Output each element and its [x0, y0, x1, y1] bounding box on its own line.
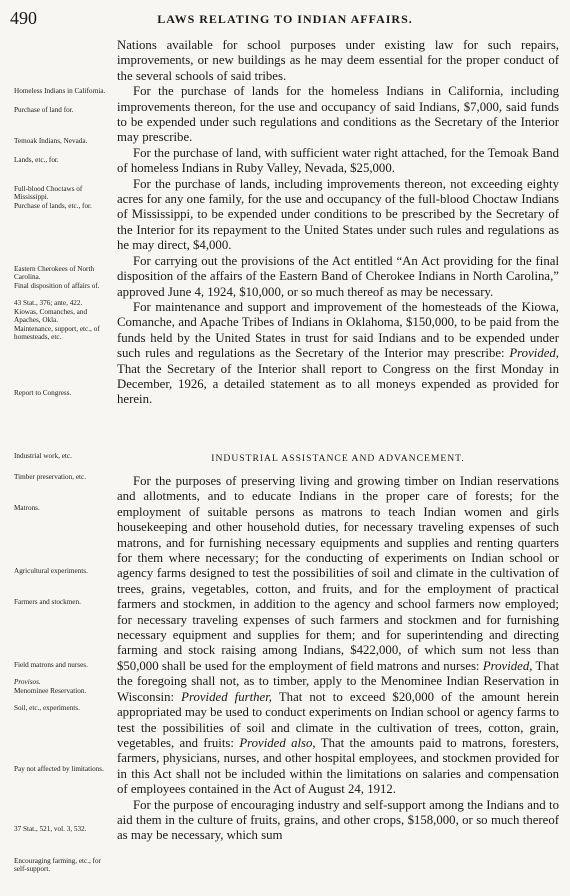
p6-text-a: For maintenance and support and improvement of the homesteads of the Kiowa, Comanche, and Apache Tribes of Indians in Oklahoma, $150,000, to be paid from the funds held by the United States in trust for said Indians and to be expended under such rules and regulations as the Secretary of the Interior may prescribe: — [117, 299, 559, 361]
p7-text-a: For the purposes of preserving living and growing timber on Indian reservations and allotments, and to educate Indians in the proper care of forests; for the employment of suitable persons as matrons to teach Indian women and girls housekeeping and other household duties, for necessary traveling expenses of such matrons, and for furnishing necessary equipments and supplies and renting quarters for them where necessary; for the conducting of experiments on Indian school or agency farms designed to test the possibilities of soil and climate in the cultivation of trees, grains, vegetables, cotton, and fruits, and for the employment of practical farmers and stockmen, in addition to the agency and school farmers now employed; for necessary traveling expenses of such farmers and stockmen and for furnishing necessary equipment and supplies for them; and for superintending and directing farming and stock raising among Indians, $422,000, of which sum not less than $50,000 shall be used for the employment of field matrons and nurses: — [117, 474, 559, 673]
paragraph-2: For the purchase of lands for the homeless Indians in California, including improvements thereon, for the use and occupancy of said Indians, $7,000, said funds to be expended under such regulations and conditions as the Secretary of the Interior may prescribe. — [117, 84, 559, 145]
section-heading: INDUSTRIAL ASSISTANCE AND ADVANCEMENT. — [211, 453, 465, 464]
paragraph-5: For carrying out the provisions of the Act entitled “An Act providing for the final disposition of the affairs of the Eastern Band of Cherokee Indians in North Carolina,” approved June 4, 1924, $10,000, or so much thereof as may be necessary. — [117, 253, 559, 299]
margin-note: Farmers and stockmen. — [14, 598, 81, 606]
margin-note: Purchase of land for. — [14, 106, 74, 114]
margin-note: Final disposition of affairs of. — [14, 282, 100, 290]
margin-note: Encouraging farming, etc., for self-support. — [14, 857, 102, 873]
margin-note: Industrial work, etc. — [14, 452, 72, 460]
margin-note: Report to Congress. — [14, 389, 72, 397]
margin-note: Homeless Indians in California. — [14, 87, 106, 95]
body-block-2 — [117, 474, 559, 844]
margin-note: Soil, etc., experiments. — [14, 704, 80, 712]
p7-text-c: That not to exceed $20,000 of the amount herein appropriated may be used to conduct experiments on Indian school or agency farms to test the possibilities of soil and climate in the cultivation of trees, cotton, grain, vegetables, and fruits: — [117, 689, 559, 750]
margin-note: 43 Stat., 376; ante, 422. — [14, 299, 83, 307]
paragraph-7 — [117, 474, 559, 798]
page-number: 490 — [10, 8, 37, 28]
p7-text-d: That the amounts paid to matrons, foresters, farmers, physicians, nurses, and other hospital employees, and stockmen provided for in this Act shall not be included within the limitations on salaries and compensation of employees contained in the Act of August 24, 1912. — [117, 735, 559, 797]
margin-note: Matrons. — [14, 504, 40, 512]
body-block-1 — [117, 38, 559, 408]
paragraph-6 — [117, 300, 559, 408]
margin-note: Menominee Reservation. — [14, 687, 87, 695]
running-title: LAWS RELATING TO INDIAN AFFAIRS. — [157, 12, 413, 26]
margin-note: Purchase of lands, etc., for. — [14, 202, 92, 210]
paragraph-3: For the purchase of land, with sufficient water right attached, for the Temoak Band of homeless Indians in Ruby Valley, Nevada, $25,000. — [117, 145, 559, 176]
paragraph-4: For the purchase of lands, including improvements thereon, not exceeding eighty acres for any one family, for the use and occupancy of the full-blood Choctaw Indians of Mississippi, to be expended under conditions to be prescribed by the Secretary of the Interior for its repayment to the United States under such rules and regulations as he may direct, $4,000. — [117, 176, 559, 253]
margin-note: Agricultural experiments. — [14, 567, 88, 575]
margin-note: Provisos. — [14, 678, 41, 686]
margin-note: Maintenance, support, etc., of homesteads, etc. — [14, 325, 100, 341]
p7-provided-also: Provided also, — [239, 735, 316, 750]
paragraph-8: For the purpose of encouraging industry and self-support among the Indians and to aid them in the culture of fruits, grains, and other crops, $158,000, or so much thereof as may be necessary, which sum — [117, 797, 559, 843]
p7-text-b: That the foregoing shall not, as to timber, apply to the Menominee Indian Reservation in Wisconsin: — [117, 658, 559, 704]
margin-note: Eastern Cherokees of North Carolina. — [14, 265, 95, 281]
margin-note: Timber preservation, etc. — [14, 473, 86, 481]
paragraph-1: Nations available for school purposes under existing law for such repairs, improvements, or new buildings as he may deem essential for the proper conduct of the several schools of said tribes. — [117, 38, 559, 83]
p6-provided: Provided, — [509, 346, 559, 361]
p7-provided: Provided, — [482, 658, 533, 673]
margin-note: Pay not affected by limitations. — [14, 765, 104, 773]
p7-provided-further: Provided further, — [181, 689, 272, 704]
margin-note: Temoak Indians, Nevada. — [14, 137, 88, 145]
margin-note: Full-blood Choctaws of Mississippi. — [14, 185, 83, 201]
page-header — [10, 8, 560, 32]
margin-note: 37 Stat., 521, vol. 3, 532. — [14, 825, 87, 833]
margin-note: Field matrons and nurses. — [14, 661, 88, 669]
margin-note: Lands, etc., for. — [14, 156, 59, 164]
margin-note: Kiowas, Comanches, and Apaches, Okla. — [14, 308, 88, 324]
p6-text-b: That the Secretary of the Interior shall report to Congress on the first Monday in December, 1926, a detailed statement as to all moneys expended as provided for herein. — [117, 361, 559, 407]
